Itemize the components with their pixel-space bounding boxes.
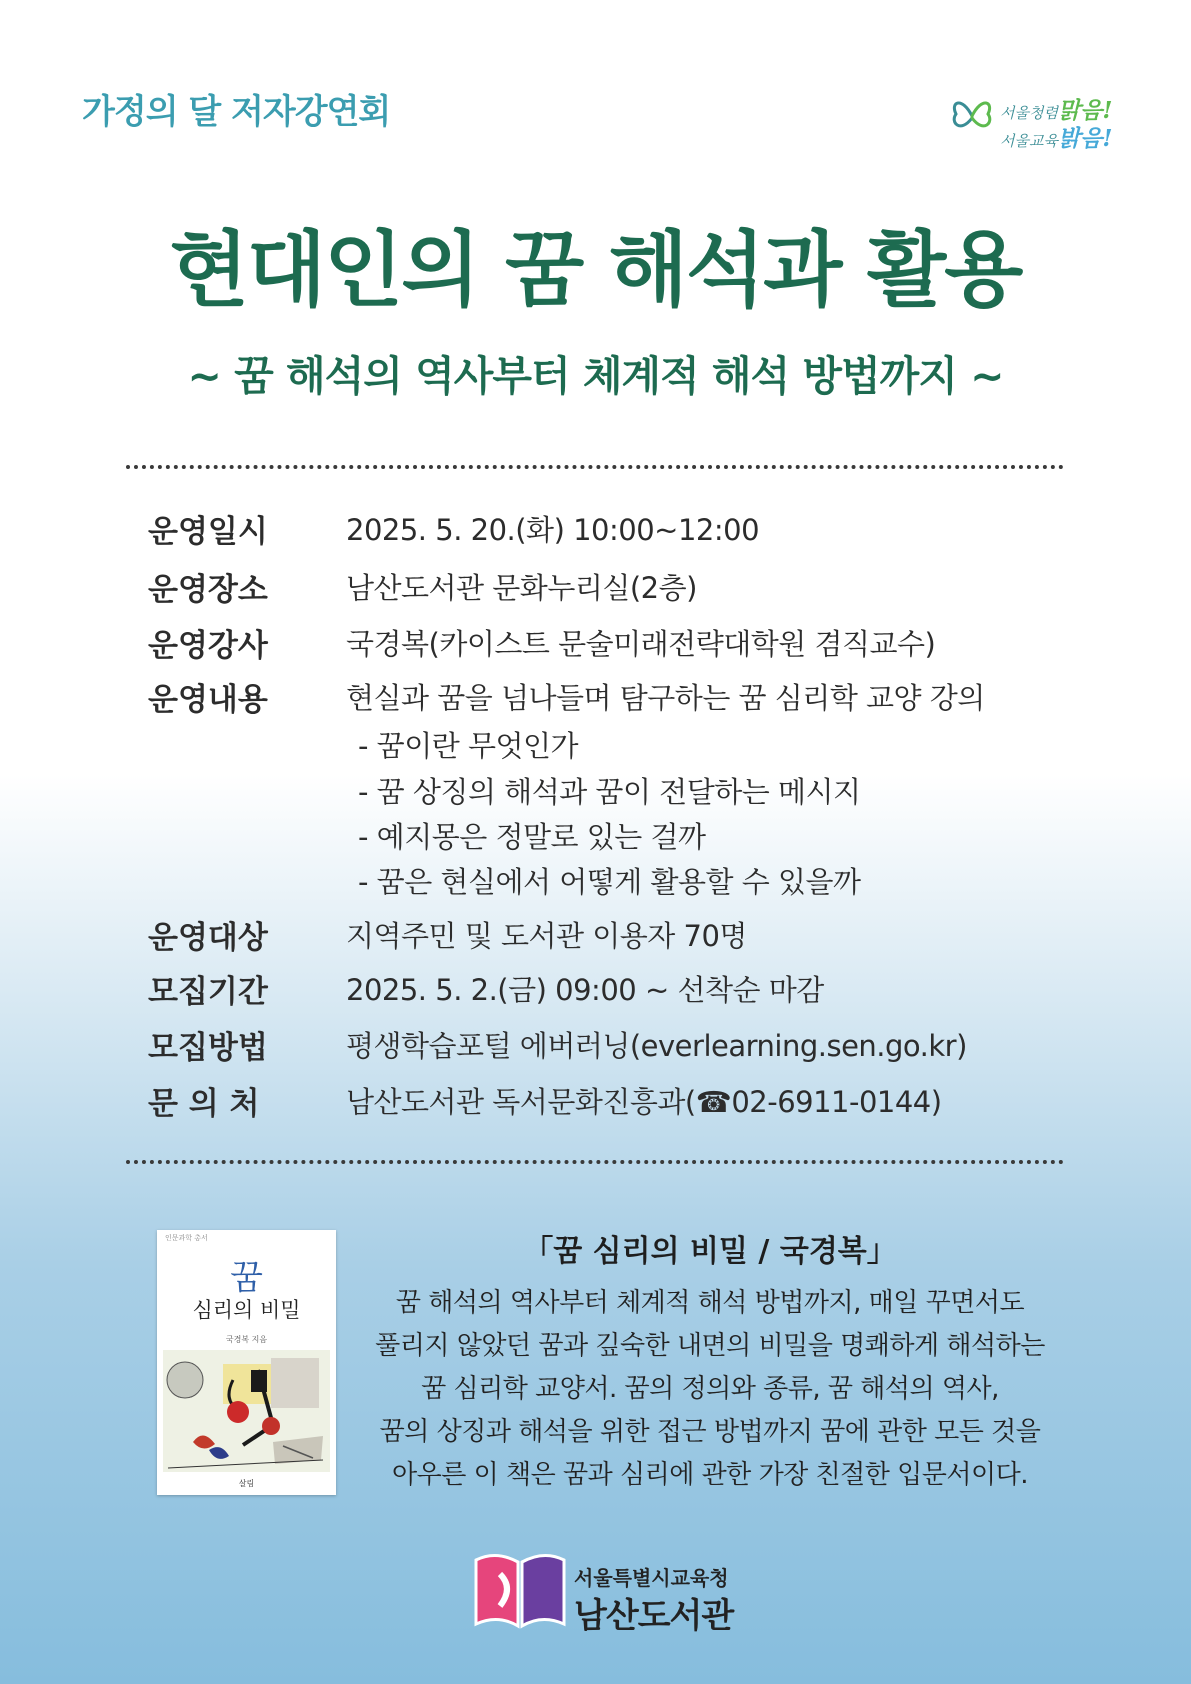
- library-org-name: 서울특별시교육청: [574, 1566, 729, 1590]
- dotted-divider-bottom: [126, 1160, 1064, 1164]
- book-cover-author: 국경복 지음: [225, 1335, 268, 1344]
- library-name: 남산도서관: [574, 1596, 734, 1636]
- slogan-line2-emphasis: 밝음!: [1057, 125, 1113, 152]
- slogan-line1-emphasis: 맑음!: [1057, 97, 1113, 124]
- book-cover-artwork: [163, 1350, 330, 1472]
- content-bullet: - 꿈 상징의 해석과 꿈이 전달하는 메시지: [358, 775, 861, 809]
- book-description-line: 꿈의 상징과 해석을 위한 접근 방법까지 꿈에 관한 모든 것을: [379, 1417, 1041, 1447]
- info-value-date: 2025. 5. 20.(화) 10:00~12:00: [346, 513, 760, 547]
- book-description-line: 꿈 심리학 교양서. 꿈의 정의와 종류, 꿈 해석의 역사,: [421, 1374, 999, 1404]
- butterfly-icon: [948, 92, 996, 140]
- event-tag: 가정의 달 저자강연회: [82, 92, 391, 132]
- slogan-line1-prefix: 서울청렴: [1000, 104, 1058, 122]
- info-row-place: [148, 564, 1068, 610]
- info-label-recruit-period: 모집기간: [148, 974, 268, 1010]
- info-value-recruit-method: 평생학습포털 에버러닝(everlearning.sen.go.kr): [346, 1029, 967, 1063]
- open-book-icon: [470, 1548, 570, 1634]
- info-label-place: 운영장소: [148, 572, 268, 608]
- namsan-library-logo: [470, 1548, 734, 1638]
- book-cover-subtitle: 심리의 비밀: [192, 1298, 301, 1322]
- book-description-line: 풀리지 않았던 꿈과 깊숙한 내면의 비밀을 명쾌하게 해석하는: [375, 1331, 1045, 1361]
- slogan-line2-prefix: 서울교육: [1000, 132, 1058, 150]
- info-value-target: 지역주민 및 도서관 이용자 70명: [346, 919, 747, 953]
- sub-title: ~ 꿈 해석의 역사부터 체계적 해석 방법까지 ~: [187, 352, 1004, 400]
- info-row-lecturer: [148, 620, 1068, 666]
- info-value-content-intro: 현실과 꿈을 넘나들며 탐구하는 꿈 심리학 교양 강의: [346, 681, 985, 715]
- content-bullet: - 꿈이란 무엇인가: [358, 729, 578, 763]
- main-title: 현대인의 꿈 해석과 활용: [169, 223, 1022, 318]
- info-value-place: 남산도서관 문화누리실(2층): [346, 571, 697, 605]
- info-value-contact: 남산도서관 독서문화진흥과(☎02-6911-0144): [346, 1085, 942, 1119]
- content-bullet: - 꿈은 현실에서 어떻게 활용할 수 있을까: [358, 865, 861, 899]
- info-row-recruit-period: [148, 966, 1068, 1012]
- info-label-date: 운영일시: [148, 514, 268, 550]
- info-value-lecturer: 국경복(카이스트 문술미래전략대학원 겸직교수): [346, 627, 936, 661]
- info-row-target: [148, 912, 1068, 958]
- book-cover-title: 꿈: [230, 1258, 263, 1298]
- info-label-target: 운영대상: [148, 920, 268, 956]
- book-heading: 「꿈 심리의 비밀 / 국경복」: [523, 1234, 897, 1269]
- book-cover-publisher: 살림: [238, 1479, 255, 1488]
- info-row-recruit-method: [148, 1022, 1068, 1068]
- book-cover-series: 인문과학 총서: [165, 1234, 208, 1242]
- info-label-content: 운영내용: [148, 682, 268, 718]
- info-row-date: [148, 506, 1068, 552]
- content-bullet: - 예지몽은 정말로 있는 걸까: [358, 820, 706, 854]
- book-description-line: 꿈 해석의 역사부터 체계적 해석 방법까지, 매일 꾸면서도: [395, 1288, 1025, 1318]
- slogan-logo: [948, 86, 1128, 150]
- info-label-contact: 문 의 처: [148, 1086, 260, 1122]
- book-description-line: 아우른 이 책은 꿈과 심리에 관한 가장 친절한 입문서이다.: [391, 1460, 1029, 1490]
- info-row-contact: [148, 1078, 1068, 1124]
- info-value-recruit-period: 2025. 5. 2.(금) 09:00 ~ 선착순 마감: [346, 973, 824, 1007]
- info-label-recruit-method: 모집방법: [148, 1030, 268, 1066]
- info-row-content: [148, 674, 1068, 720]
- info-label-lecturer: 운영강사: [148, 628, 268, 664]
- dotted-divider-top: [126, 465, 1064, 469]
- book-cover-image: [157, 1230, 336, 1495]
